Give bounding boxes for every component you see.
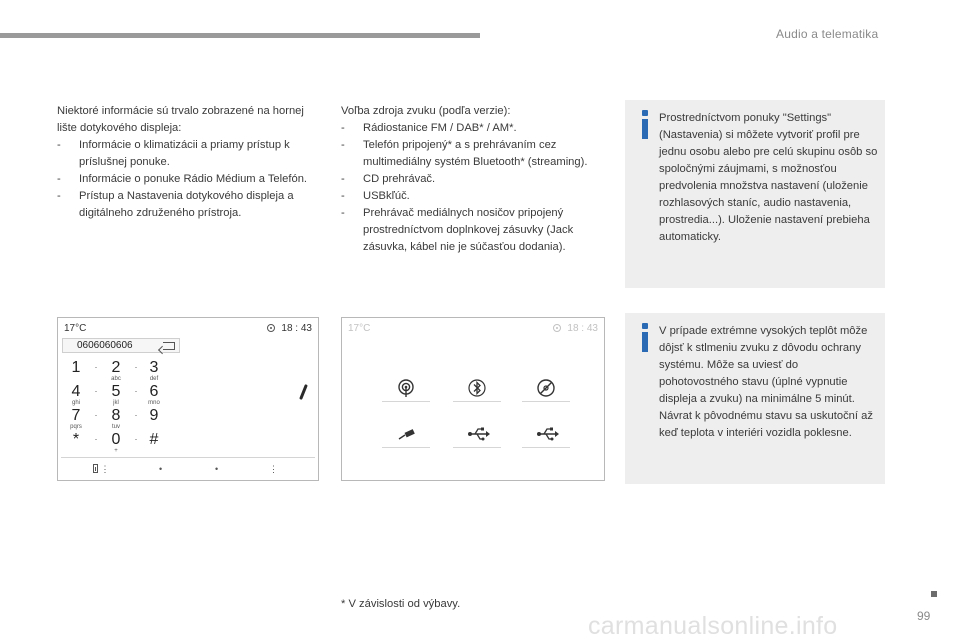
dial-key-7[interactable]: 7 pqrs (70, 407, 82, 430)
dial-key-2[interactable]: 2 abc (111, 359, 121, 382)
section-title: Audio a telematika (776, 27, 879, 41)
phone-bottom-bar (61, 457, 315, 477)
separator-dot: · (94, 386, 98, 396)
footnote: * V závislosti od výbavy. (341, 598, 461, 610)
usb-icon (467, 424, 491, 444)
top-rule (0, 33, 480, 38)
info-box-text: Prostredníctvom ponuky "Settings" (Nastavenia) si môžete vytvoriť profil pre jednu osobu alebo pre celú skupinu osôb so spoločnými záujmami, s možnosťou predvolenia množstva nastavení (uloženie rozhlasových staníc, audio nastavenia, prostredia...). Uloženie nastavení prebieha automaticky. (659, 112, 878, 243)
aux-source-button[interactable] (382, 422, 430, 448)
call-handset-icon[interactable] (298, 384, 310, 402)
usb-source-button[interactable] (453, 422, 501, 448)
radio-icon (396, 378, 416, 398)
separator-dot: · (134, 410, 138, 420)
cd-source-button[interactable] (522, 376, 570, 402)
info-box-temperature (625, 313, 885, 484)
phone-screen (57, 317, 319, 481)
dialed-number-field[interactable] (62, 338, 180, 353)
intro-list (57, 137, 322, 222)
clock-readout[interactable] (267, 323, 312, 334)
menu-dot-icon[interactable]: • (159, 464, 163, 474)
temperature-readout[interactable]: 17°C (64, 323, 87, 334)
cd-icon (536, 378, 556, 398)
separator-dot: · (134, 434, 138, 444)
radio-source-button[interactable] (382, 376, 430, 402)
temperature-readout[interactable]: 17°C (348, 323, 371, 334)
separator-dot: · (94, 434, 98, 444)
usb-icon (536, 424, 560, 444)
separator-dot: · (94, 362, 98, 372)
sources-text: Voľba zdroja zvuku (podľa verzie): (341, 105, 511, 117)
source-item-bluetooth: - Telefón pripojený* a s prehrávaním cez multimediálny systém Bluetooth* (streaming). (341, 137, 609, 171)
gps-icon (267, 324, 275, 332)
source-item-radio: - Rádiostanice FM / DAB* / AM*. (341, 120, 609, 137)
dial-key-9[interactable]: 9 (149, 407, 159, 424)
intro-column (57, 103, 322, 222)
intro-item-radio-phone: - Informácie o ponuke Rádio Médium a Telefón. (57, 171, 322, 188)
source-item-aux: - Prehrávač mediálnych nosičov pripojený prostredníctvom doplnkovej zásuvky (Jack zásuvka, kábel nie je súčasťou dodania). (341, 205, 609, 256)
info-box-text: V prípade extrémne vysokých teplôt môže dôjsť k stlmeniu zvuku z dôvodu ochrany systému. Môže sa uviesť do pohotovostného stavu (úplné vypnutie displeja a zvuku) na minimálne 5 minút. Návrat k pôvodnému stavu sa uskutoční až keď teplota v interiéri vozidla poklesne. (659, 325, 873, 439)
separator-dot: · (134, 386, 138, 396)
usb-source-button[interactable] (522, 422, 570, 448)
gps-icon (553, 324, 561, 332)
intro-item-climate: - Informácie o klimatizácii a priamy prístup k príslušnej ponuke. (57, 137, 322, 171)
dial-key-0[interactable]: 0 + (111, 431, 121, 454)
bluetooth-source-button[interactable] (453, 376, 501, 402)
more-options-icon[interactable]: ⋮ (269, 464, 278, 474)
source-item-cd: - CD prehrávač. (341, 171, 609, 188)
source-item-usb: - USBkľúč. (341, 188, 609, 205)
dialed-number: 0606060606 (77, 340, 133, 351)
dial-key-8[interactable]: 8 tuv (111, 407, 121, 430)
dial-key-3[interactable]: 3 def (149, 359, 159, 382)
dial-key-star[interactable]: * (72, 431, 80, 448)
bluetooth-icon (467, 378, 487, 398)
info-icon (638, 323, 652, 353)
info-icon (638, 110, 652, 140)
dial-key-5[interactable]: 5 jkl (111, 383, 121, 406)
intro-item-settings: - Prístup a Nastavenia dotykového displeja a digitálneho združeného prístroja. (57, 188, 322, 222)
menu-dot-icon[interactable]: • (215, 464, 219, 474)
sources-screen (341, 317, 605, 481)
sources-list (341, 120, 609, 256)
watermark: carmanualsonline.info (588, 612, 838, 640)
separator-dot: · (134, 362, 138, 372)
dial-key-1[interactable]: 1 (71, 359, 81, 376)
backspace-icon[interactable] (163, 342, 175, 350)
end-marker (931, 591, 937, 597)
battery-icon: ⋮ (93, 464, 110, 475)
aux-jack-icon (396, 424, 416, 444)
clock-readout[interactable] (553, 323, 598, 334)
clock-time: 18 : 43 (281, 323, 312, 334)
info-box-settings (625, 100, 885, 288)
dial-key-hash[interactable]: # (149, 431, 159, 448)
clock-time: 18 : 43 (567, 323, 598, 334)
intro-text: Niektoré informácie sú trvalo zobrazené na hornej lište dotykového displeja: (57, 105, 304, 134)
page-number: 99 (917, 609, 931, 623)
dial-key-4[interactable]: 4 ghi (71, 383, 81, 406)
separator-dot: · (94, 410, 98, 420)
sources-column (341, 103, 609, 256)
dial-key-6[interactable]: 6 mno (148, 383, 160, 406)
